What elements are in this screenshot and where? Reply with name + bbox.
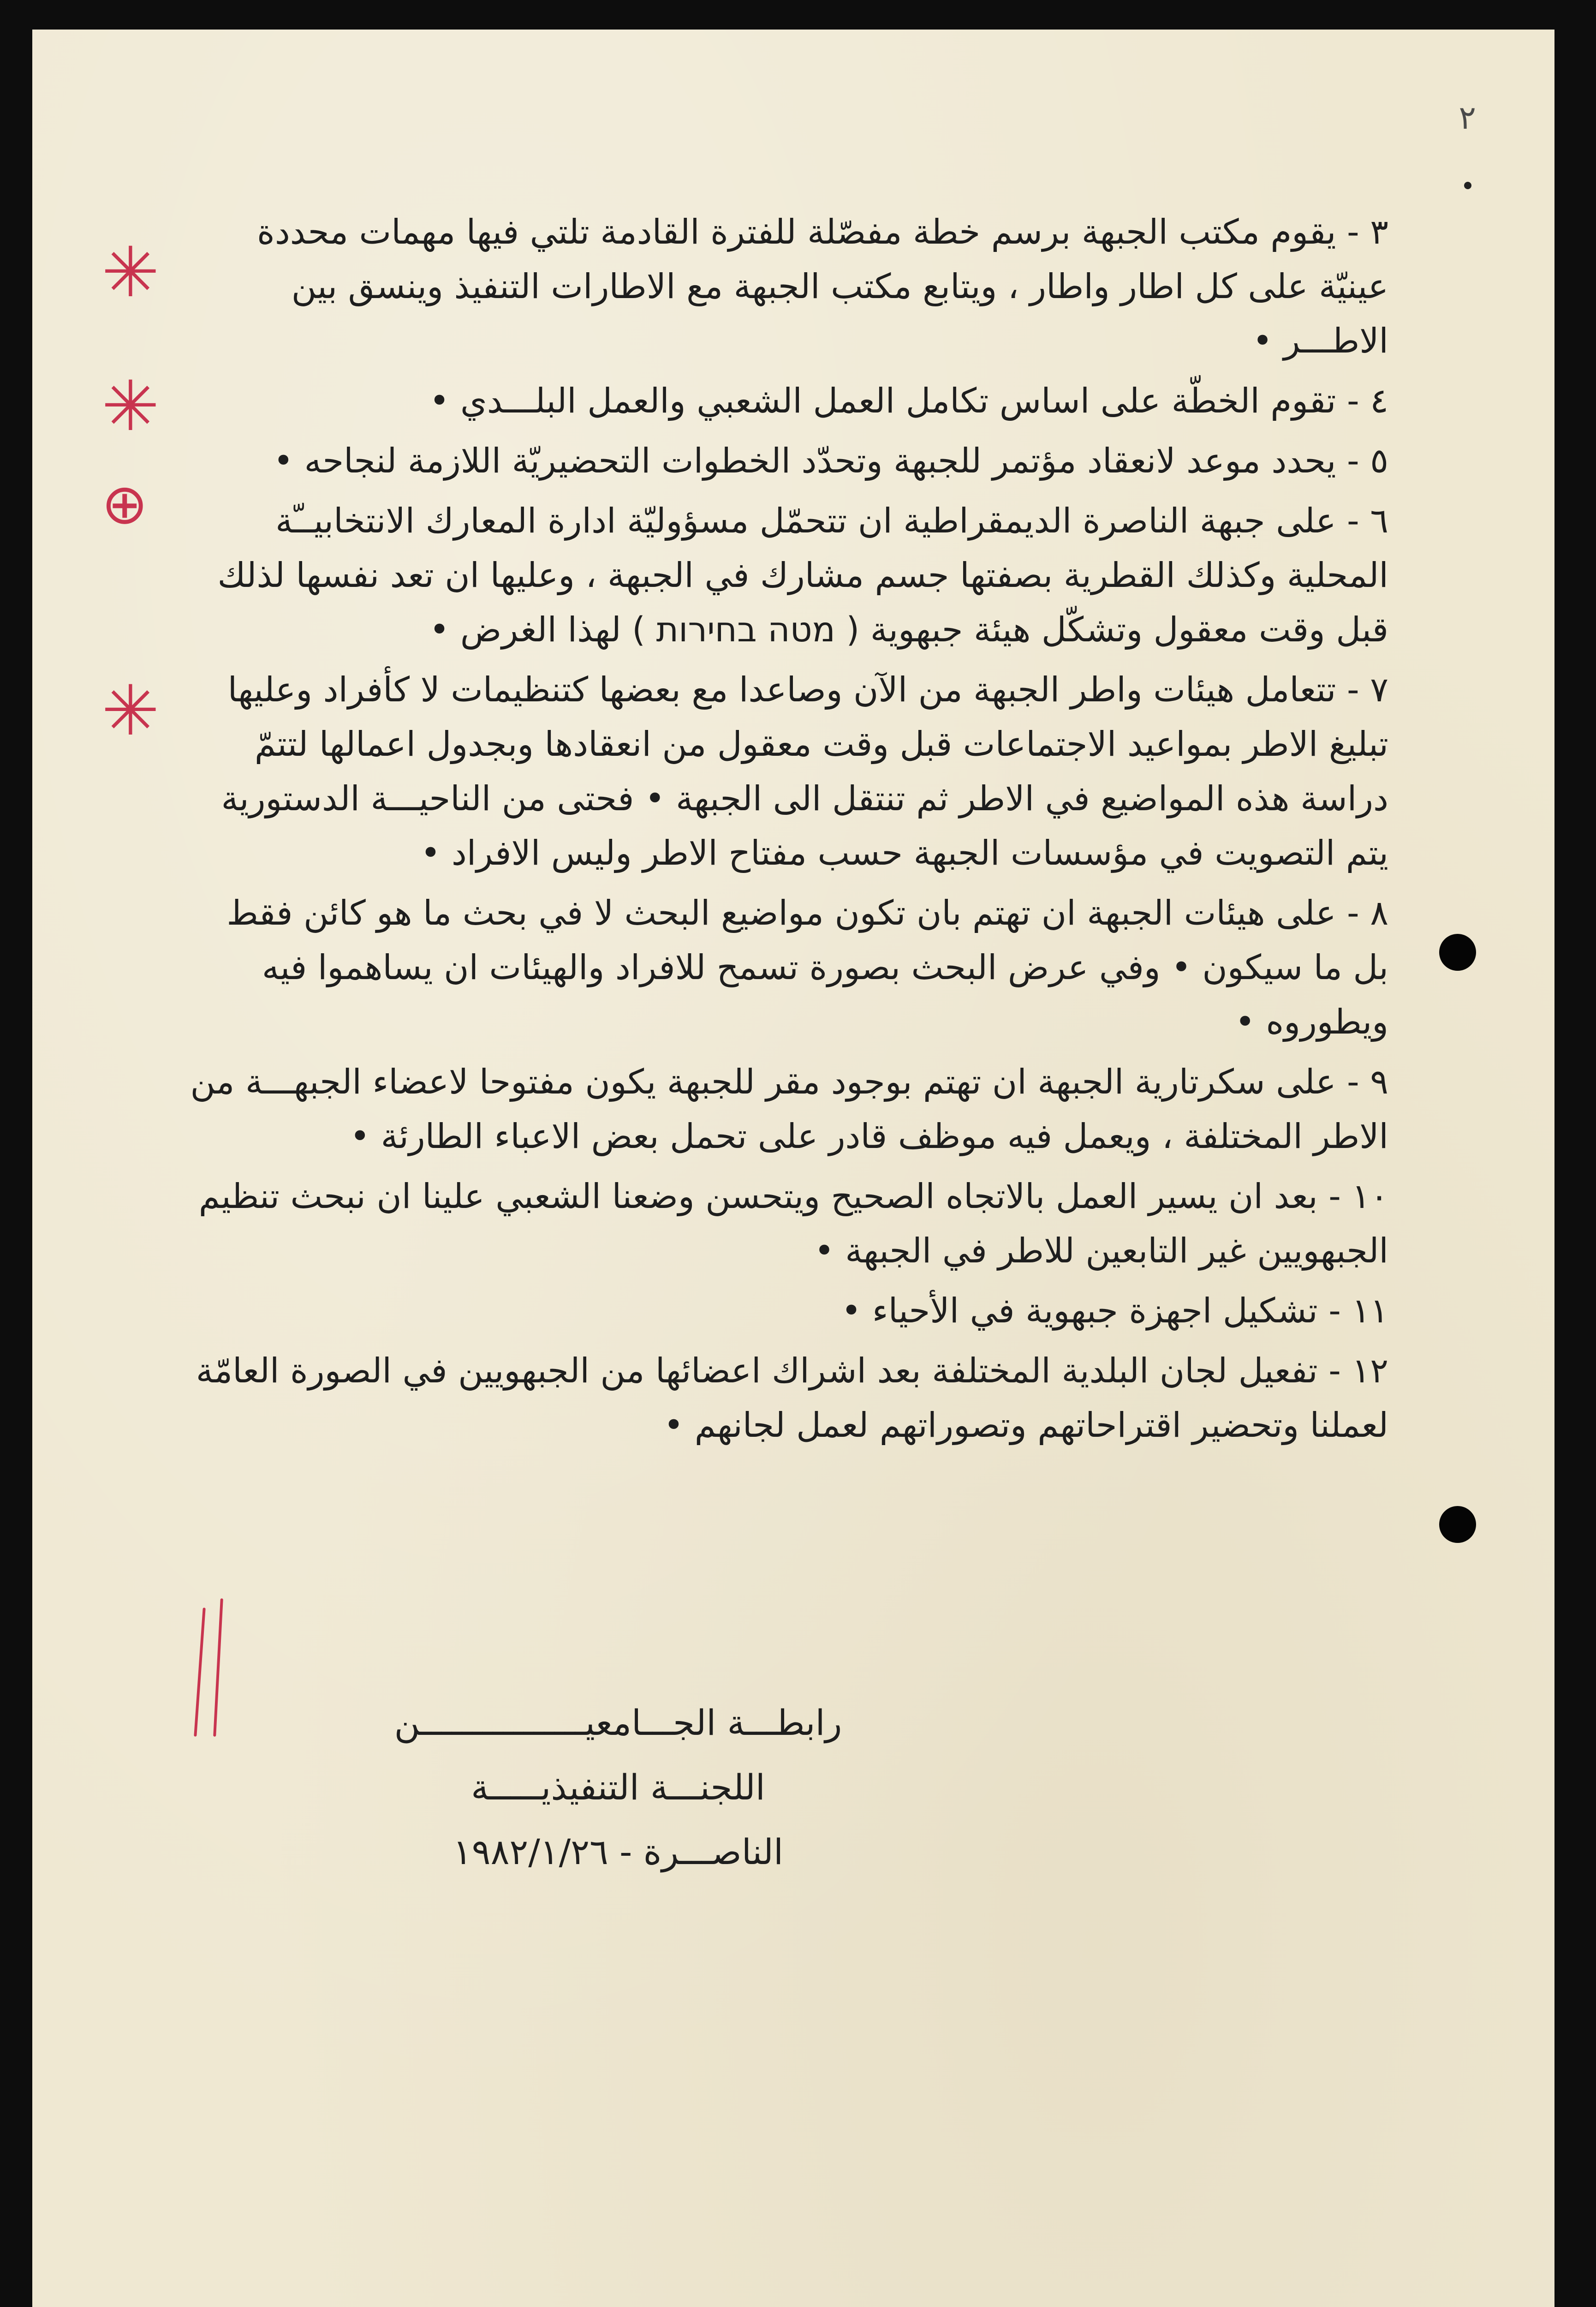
list-item: ٤ - تقوم الخطّة على اساس تكامل العمل الشعبي والعمل البلـــدي • [429,381,1388,421]
asterisk-mark-icon: ✳ [101,671,160,751]
asterisk-mark-icon: ✳ [101,366,160,447]
list-item: ١٢ - تفعيل لجان البلدية المختلفة بعد اشراك اعضائها من الجبهويين في الصورة العامّة لعملنا وتحضير اقتراحاتهم وتصوراتهم لعمل لجانهم • [196,1351,1388,1445]
list-item: ٥ - يحدد موعد لانعقاد مؤتمر للجبهة وتحدّد الخطوات التحضيريّة اللازمة لنجاحه • [273,441,1388,481]
list-item: ٨ - على هيئات الجبهة ان تهتم بان تكون مواضيع البحث لا في بحث ما هو كائن فقط بل ما سيكون • وفي عرض البحث بصورة تسمح للافراد والهيئات ان يساهموا فيه ويطوروه • [226,893,1388,1042]
asterisk-mark-icon: ✳ [101,233,160,313]
ink-dot [1464,182,1471,189]
document-page [32,30,1554,2307]
list-item: ١٠ - بعد ان يسير العمل بالاتجاه الصحيح ويتحسن وضعنا الشعبي علينا ان نبحث تنظيم الجبهويين غير التابعين للاطر في الجبهة • [198,1177,1388,1271]
list-item: ٣ - يقوم مكتب الجبهة برسم خطة مفصّلة للفترة القادمة تلتي فيها مهمات محددة عينيّة على كل اطار واطار ، ويتابع مكتب الجبهة مع الاطارات التنفيذ وينسق بين الاطـــر • [257,212,1388,361]
punch-hole [1439,1506,1476,1543]
page-number: ٢ [1459,99,1476,137]
signature-committee: اللجنـــة التنفيذيـــــة [471,1767,765,1808]
list-item: ١١ - تشكيل اجهزة جبهوية في الأحياء • [841,1291,1388,1331]
margin-line [213,1598,223,1737]
signature-organization: رابطـــة الجـــامعيــــــــــــــــن [394,1702,842,1743]
margin-line [194,1608,206,1737]
circle-cross-mark-icon: ⊕ [101,472,148,537]
signature-place-date: الناصـــرة - ١٩٨٢/١/٢٦ [453,1831,784,1872]
document-body [185,205,1388,1458]
punch-hole [1439,934,1476,971]
list-item: ٧ - تتعامل هيئات واطر الجبهة من الآن وصاعدا مع بعضها كتنظيمات لا كأفراد وعليها تبليغ الاطر بمواعيد الاجتماعات قبل وقت معقول من انعقادها وبجدول اعمالها لتتمّ دراسة هذه المواضيع في الاطر ثم تنتقل الى الجبهة • فحتى من الناحيـــة الدستورية يتم التصويت في مؤسسات الجبهة حسب مفتاح الاطر وليس الافراد • [221,670,1388,873]
list-item: ٦ - على جبهة الناصرة الديمقراطية ان تتحمّل مسؤوليّة ادارة المعارك الانتخابيــّة المحلية وكذلك القطرية بصفتها جسم مشارك في الجبهة ، وعليها ان تعد نفسها لذلك قبل وقت معقول وتشكّل هيئة جبهوية ( מטה בחירות ) لهذا الغرض • [217,501,1388,650]
signature-block [318,1691,918,1884]
list-item: ٩ - على سكرتارية الجبهة ان تهتم بوجود مقر للجبهة يكون مفتوحا لاعضاء الجبهـــة من الاطر المختلفة ، ويعمل فيه موظف قادر على تحمل بعض الاعباء الطارئة • [190,1062,1388,1156]
